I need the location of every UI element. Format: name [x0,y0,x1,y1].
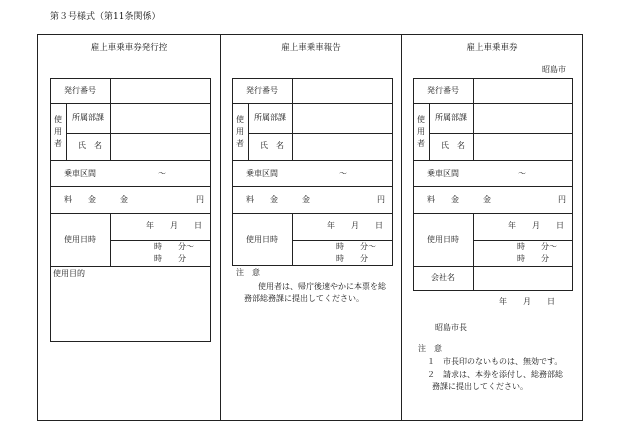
ticket-issue-date: 年 月 日 [499,297,555,306]
ticket-time-from: 時 分～ [517,242,557,251]
ticket-section-sep: ～ [518,169,526,178]
ticket-mayor: 昭島市長 [435,323,467,332]
ticket-time-to: 時 分 [517,254,549,263]
report-department-label: 所属部課 [254,113,286,122]
ticket-note-1: １ 市長印のないものは、無効です。 [427,357,563,366]
ticket-note-2b: 務課に提出してください。 [432,382,528,391]
report-section-sep: ～ [339,169,347,178]
report-title: 雇上車乗車報告 [281,43,341,53]
stub-purpose-label: 使用目的 [53,269,85,278]
report-fare-label: 料 金 [246,195,278,204]
stub-datetime-label: 使用日時 [64,235,96,244]
panel-divider-2 [401,34,402,421]
ticket-department-label: 所属部課 [435,113,467,122]
stub-date: 年 月 日 [146,221,202,230]
ticket-title: 雇上車乗車券 [466,43,518,53]
stub-fare-prefix: 金 [120,195,128,204]
report-fare-prefix: 金 [302,195,310,204]
report-notes-line2: 務部総務課に提出してください。 [244,294,364,303]
report-fare-unit: 円 [377,195,385,204]
form-number: 第３号様式（第11条関係） [50,12,161,22]
ticket-datetime-label: 使用日時 [427,235,459,244]
report-user-label: 使用者 [236,115,244,148]
ticket-fare-prefix: 金 [483,195,491,204]
stub-fare-label: 料 金 [64,195,96,204]
ticket-fare-label: 料 金 [427,195,459,204]
stub-section-sep: ～ [158,169,166,178]
ticket-name-label: 氏 名 [441,141,465,150]
report-section-label: 乗車区間 [246,169,278,178]
stub-time-to: 時 分 [154,254,186,263]
ticket-issue-no-label: 発行番号 [427,86,459,95]
stub-title: 雇上車乗車券発行控 [90,43,168,53]
stub-user-label: 使用者 [54,115,62,148]
report-name-label: 氏 名 [260,141,284,150]
ticket-notes-heading: 注 意 [418,344,442,353]
stub-section-label: 乗車区間 [64,169,96,178]
report-date: 年 月 日 [327,221,383,230]
ticket-city: 昭島市 [542,65,566,74]
stub-department-label: 所属部課 [72,113,104,122]
report-time-to: 時 分 [336,254,368,263]
stub-time-from: 時 分～ [154,242,194,251]
stub-name-label: 氏 名 [78,141,102,150]
stub-issue-no-label: 発行番号 [64,86,96,95]
report-issue-no-label: 発行番号 [246,86,278,95]
ticket-company-label: 会社名 [431,273,455,282]
report-notes-line1: 使用者は、帰庁後速やかに本票を総 [258,282,386,291]
report-notes-heading: 注 意 [236,268,260,277]
ticket-date: 年 月 日 [508,221,564,230]
ticket-fare-unit: 円 [558,195,566,204]
stub-fare-unit: 円 [196,195,204,204]
panel-divider-1 [220,34,221,421]
report-time-from: 時 分～ [336,242,376,251]
ticket-note-2a: ２ 請求は、本券を添付し、総務部総 [427,370,563,379]
ticket-user-label: 使用者 [417,115,425,148]
report-datetime-label: 使用日時 [246,235,278,244]
ticket-section-label: 乗車区間 [427,169,459,178]
ticket-table [413,78,573,291]
